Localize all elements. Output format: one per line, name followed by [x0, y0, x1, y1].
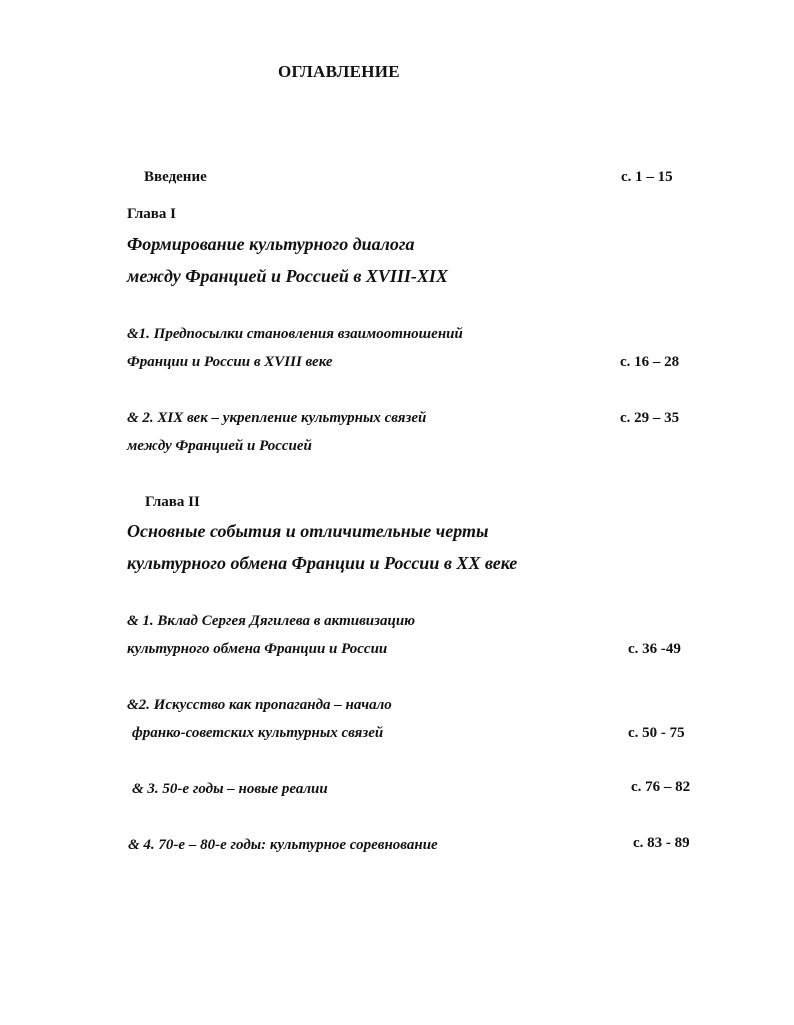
chapter2-title-line1: Основные события и отличительные черты [127, 521, 489, 541]
section-2-3-line1: & 3. 50-е годы – новые реалии [132, 781, 328, 797]
section-1-2-line1: & 2. XIX век – укрепление культурных связей [127, 410, 427, 426]
chapter2-title-line2: культурного обмена Франции и России в XX веке [127, 553, 518, 573]
chapter1-title-line1: Формирование культурного диалога [127, 234, 415, 254]
section-2-1-pages: с. 36 -49 [628, 641, 681, 657]
section-1-1-line2: Франции и России в XVIII веке [127, 354, 333, 370]
chapter1-label: Глава I [127, 206, 176, 222]
section-2-2-line2: франко-советских культурных связей [132, 725, 384, 741]
intro-label: Введение [144, 169, 207, 185]
intro-pages: с. 1 – 15 [621, 169, 673, 185]
section-1-2-pages: с. 29 – 35 [620, 410, 680, 426]
chapter1-title-line2: между Францией и Россией в XVIII-XIX [127, 266, 448, 286]
chapter2-label: Глава II [145, 494, 200, 510]
section-2-4-line1: & 4. 70-е – 80-е годы: культурное соревнование [128, 837, 438, 853]
section-2-2-pages: с. 50 - 75 [628, 725, 685, 741]
section-2-1-line1: & 1. Вклад Сергея Дягилева в активизацию [127, 613, 416, 629]
section-2-4-pages: с. 83 - 89 [633, 835, 690, 851]
section-2-3-pages: с. 76 – 82 [631, 779, 691, 795]
section-1-1-pages: с. 16 – 28 [620, 354, 680, 370]
section-2-1-line2: культурного обмена Франции и России [127, 641, 388, 657]
section-1-2-line2: между Францией и Россией [127, 438, 312, 454]
section-2-2-line1: &2. Искусство как пропаганда – начало [127, 697, 392, 713]
page-title: ОГЛАВЛЕНИЕ [278, 62, 400, 81]
section-1-1-line1: &1. Предпосылки становления взаимоотношений [127, 326, 463, 342]
